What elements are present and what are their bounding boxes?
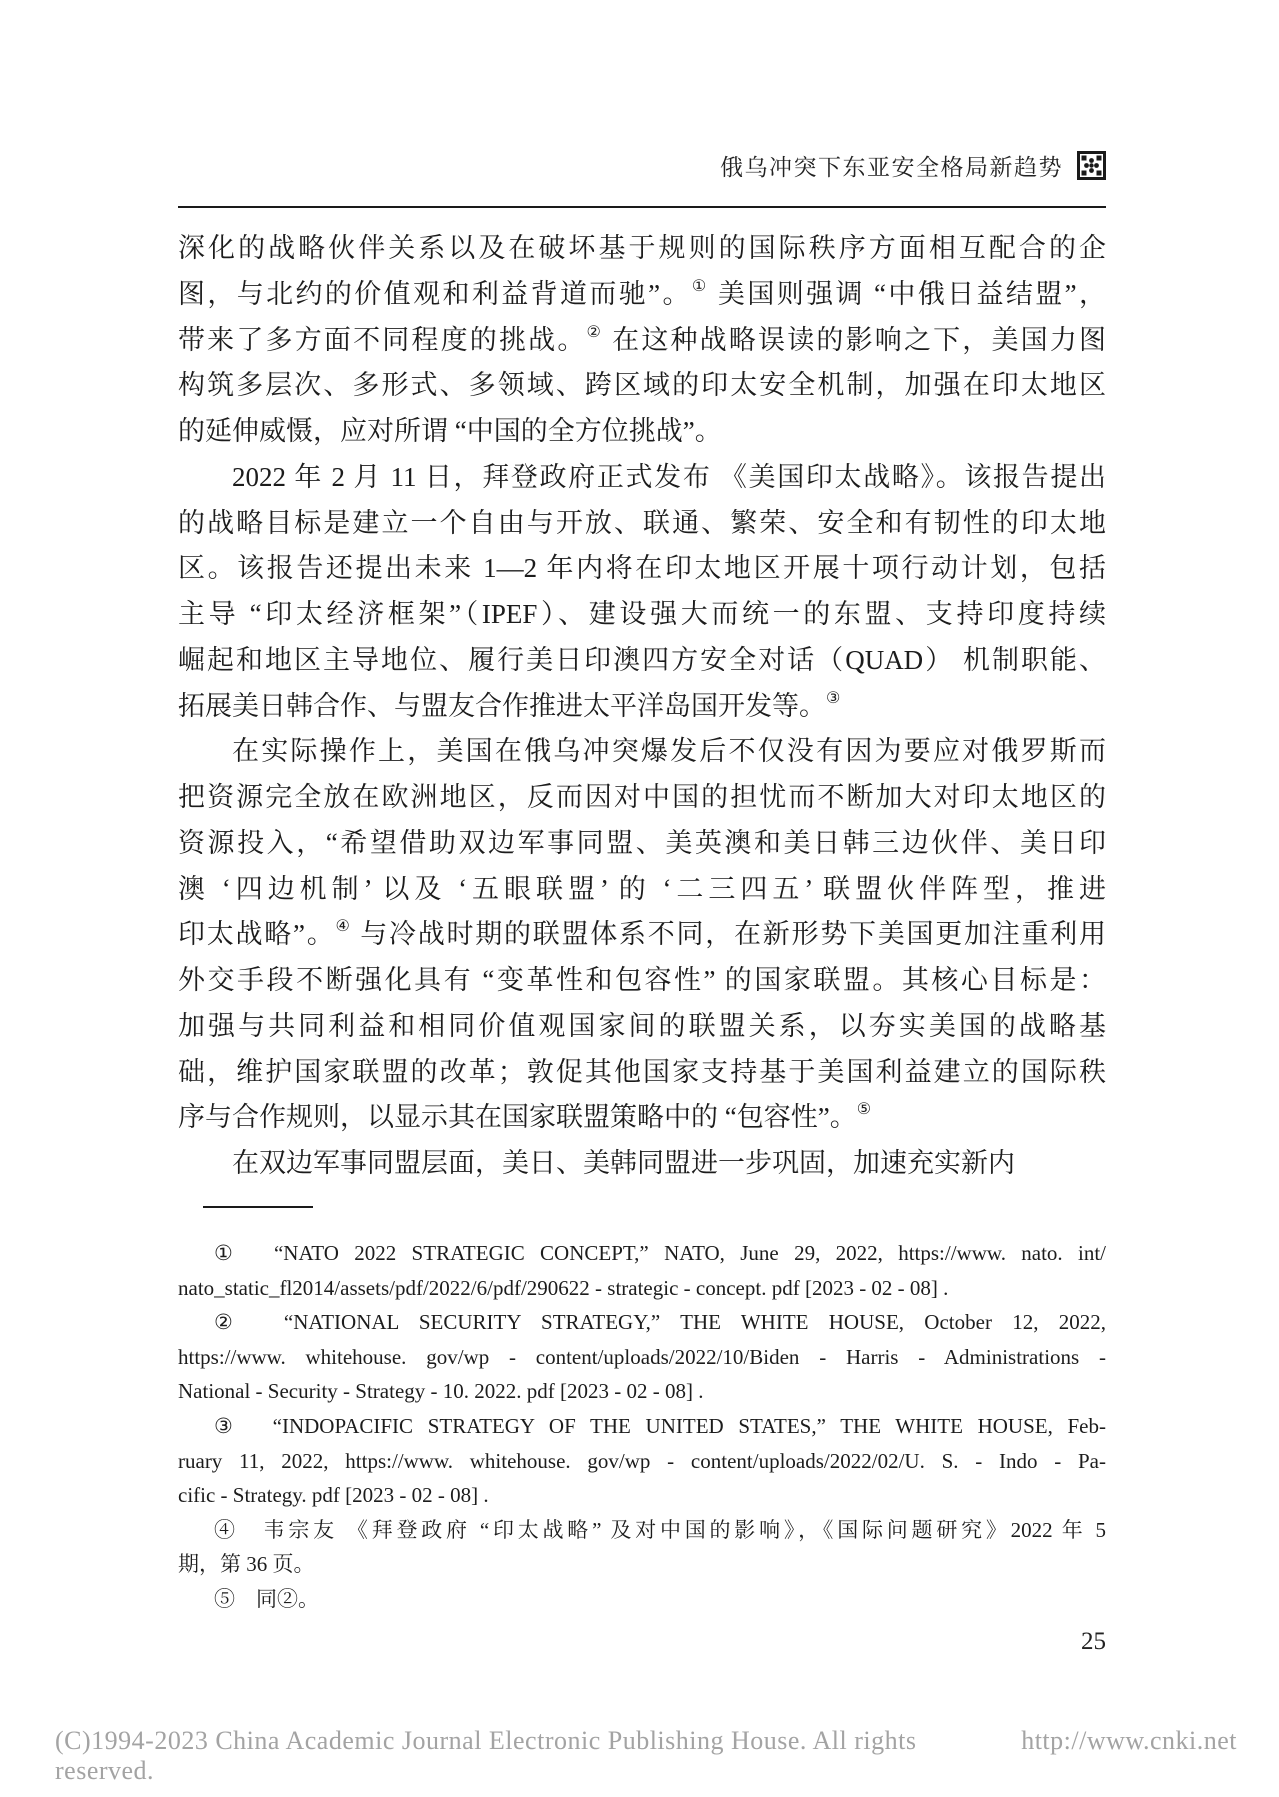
body-line: 础，维护国家联盟的改革；敦促其他国家支持基于美国利益建立的国际秩 [178,1056,1106,1087]
body-line: 序与合作规则，以显示其在国家联盟策略中的 “包容性”。⑤ [178,1100,872,1133]
body-line: 的战略目标是建立一个自由与开放、联通、繁荣、安全和有韧性的印太地 [178,507,1106,538]
article-body [178,226,1106,1187]
paragraph [178,729,1106,1141]
footnote-line: ② “NATIONAL SECURITY STRATEGY,” THE WHITE HOUSE, October 12, 2022, [214,1310,1106,1335]
body-line: 崛起和地区主导地位、履行美日印澳四方安全对话（QUAD） 机制职能、 [178,644,1106,675]
body-line: 澳 ‘四边机制’ 以及 ‘五眼联盟’ 的 ‘二三四五’ 联盟伙伴阵型，推进 [178,873,1106,904]
ornament-icon [1077,151,1106,180]
footnote-line: ruary 11, 2022, https://www. whitehouse. gov/wp - content/uploads/2022/02/U. S. - Indo - Pa- [178,1448,1106,1473]
body-line: 主导 “印太经济框架”（IPEF）、建设强大而统一的东盟、支持印度持续 [178,599,1106,629]
footnote-line: cific - Strategy. pdf [2023 - 02 - 08] . [178,1483,489,1508]
running-head-title: 俄乌冲突下东亚安全格局新趋势 [720,154,1063,180]
footnote-line: National - Security - Strategy - 10. 2022. pdf [2023 - 02 - 08] . [178,1379,704,1404]
body-line: 把资源完全放在欧洲地区，反而因对中国的担忧而不断加大对印太地区的 [178,782,1106,812]
footnote-line: nato_static_fl2014/assets/pdf/2022/6/pdf/290622 - strategic - concept. pdf [2023 - 02 - 08] . [178,1275,949,1300]
body-line: 构筑多层次、多形式、多领域、跨区域的印太安全机制，加强在印太地区 [178,370,1106,401]
body-line: 外交手段不断强化具有 “变革性和包容性” 的国家联盟。其核心目标是： [178,965,1106,995]
paragraph [178,226,1106,455]
paragraph [178,1141,1106,1187]
page-header [178,144,1106,186]
footnote-line: https://www. whitehouse. gov/wp - content/uploads/2022/10/Biden - Harris - Administrations - [178,1344,1106,1369]
body-line: 在双边军事同盟层面，美日、美韩同盟进一步巩固，加速充实新内 [232,1148,1015,1178]
body-line: 在实际操作上，美国在俄乌冲突爆发后不仅没有因为要应对俄罗斯而 [232,736,1106,767]
footnotes [178,1236,1106,1617]
body-line: 图，与北约的价值观和利益背道而驰”。① 美国则强调 “中俄日益结盟”， [178,276,1107,309]
body-line: 带来了多方面不同程度的挑战。② 在这种战略误读的影响之下，美国力图 [178,322,1107,355]
paragraph [178,455,1106,730]
footer-copyright: (C)1994-2023 China Academic Journal Electronic Publishing House. All rights reserved. [55,1726,917,1785]
header-rule [178,206,1106,208]
page-number: 25 [1081,1628,1106,1655]
footnote-line: ④ 韦宗友 《拜登政府 “印太战略” 及对中国的影响》，《国际问题研究》2022 年 5 [214,1517,1106,1542]
body-line: 印太战略”。④ 与冷战时期的联盟体系不同，在新形势下美国更加注重利用 [178,917,1106,950]
body-line: 的延伸威慑，应对所谓 “中国的全方位挑战”。 [178,416,722,446]
footnote-line: 期，第 36 页。 [178,1552,315,1577]
footnote-line: ⑤ 同②。 [214,1586,319,1611]
body-line: 深化的战略伙伴关系以及在破坏基于规则的国际秩序方面相互配合的企 [178,233,1106,263]
page-footer [55,1726,1237,1786]
footnote-line: ③ “INDOPACIFIC STRATEGY OF THE UNITED STATES,” THE WHITE HOUSE, Feb- [214,1413,1106,1438]
body-line: 加强与共同利益和相同价值观国家间的联盟关系，以夯实美国的战略基 [178,1010,1106,1041]
body-line: 2022 年 2 月 11 日，拜登政府正式发布 《美国印太战略》。该报告提出 [232,461,1106,492]
body-line: 拓展美日韩合作、与盟友合作推进太平洋岛国开发等。③ [178,688,841,721]
footnote-separator [203,1206,313,1208]
body-line: 资源投入，“希望借助双边军事同盟、美英澳和美日韩三边伙伴、美日印 [178,827,1106,858]
footer-url: http://www.cnki.net [1021,1726,1237,1755]
footnote-line: ① “NATO 2022 STRATEGIC CONCEPT,” NATO, June 29, 2022, https://www. nato. int/ [214,1241,1106,1265]
body-line: 区。该报告还提出未来 1—2 年内将在印太地区开展十项行动计划，包括 [178,553,1106,584]
